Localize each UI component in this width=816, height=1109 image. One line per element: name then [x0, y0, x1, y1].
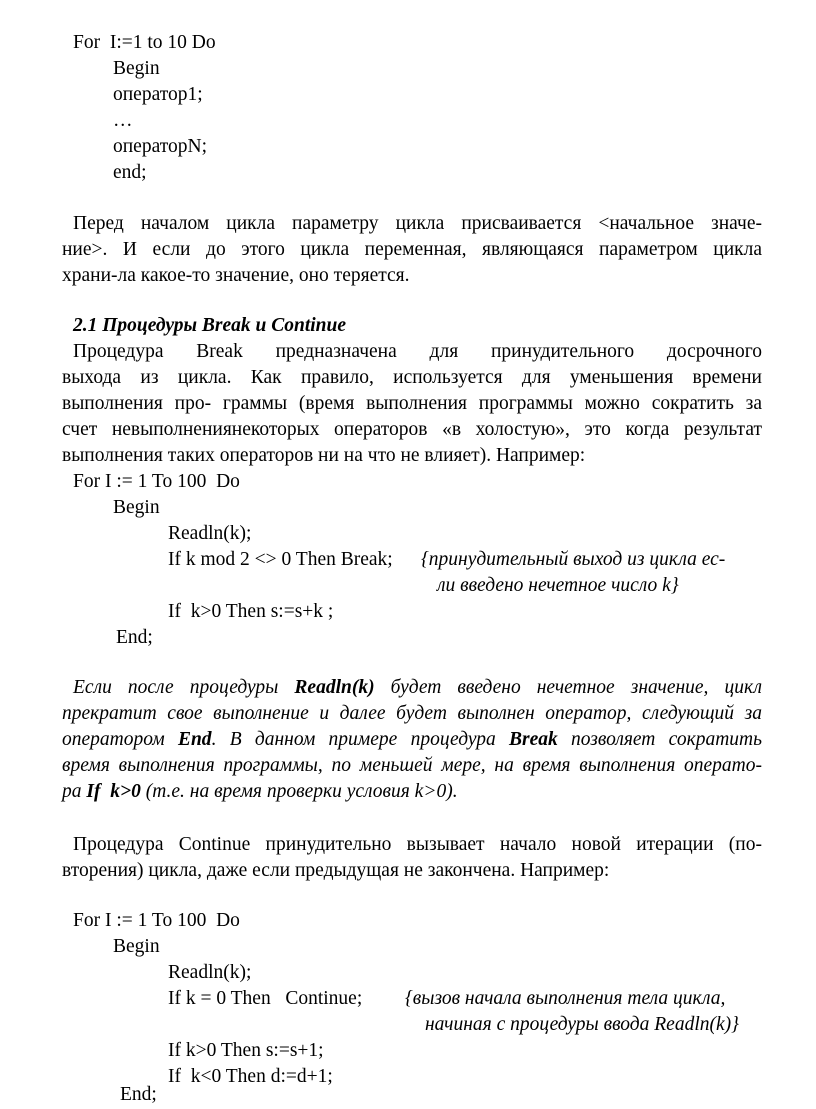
code-line: For I := 1 To 100 Do — [73, 471, 240, 492]
paragraph-line: вторения) цикла, даже если предыдущая не закончена. Например: — [62, 860, 610, 881]
code-line: End; — [120, 1084, 157, 1105]
paragraph-line: выполнения таких операторов ни на что не влияет). Например: — [62, 445, 586, 466]
code-comment: {принудительный выход из цикла ес- — [421, 549, 726, 570]
code-line: If k>0 Then s:=s+1; — [168, 1040, 324, 1061]
code-line: Begin — [113, 936, 160, 957]
paragraph-line: ние>. И если до этого цикла переменная, являющаяся параметром цикла — [62, 239, 762, 260]
code-line: Readln(k); — [168, 962, 252, 983]
code-line: If k = 0 Then Continue; — [168, 988, 363, 1009]
code-line: End; — [116, 627, 153, 648]
code-line: For I:=1 to 10 Do — [73, 32, 216, 53]
paragraph-line: Перед началом цикла параметру цикла присваивается <начальное значе- — [73, 213, 762, 234]
paragraph-line: выхода из цикла. Как правило, используется для уменьшения времени — [62, 367, 762, 388]
code-line: Begin — [113, 58, 160, 79]
code-line: операторN; — [113, 136, 208, 157]
paragraph-line: Процедура Break предназначена для принудительного досрочного — [73, 341, 762, 362]
paragraph-line: оператором End. В данном примере процедура Break позволяет сократить — [62, 729, 762, 750]
paragraph-line: выполнения про- граммы (время выполнения программы можно сократить за — [62, 393, 762, 414]
code-line: оператор1; — [113, 84, 203, 105]
code-line: Readln(k); — [168, 523, 252, 544]
code-comment: {вызов начала выполнения тела цикла, — [405, 988, 726, 1009]
paragraph-line: счет невыполнениянекоторых операторов «в холостую», это когда результат — [62, 419, 762, 440]
code-line: … — [113, 110, 133, 131]
paragraph-line: время выполнения программы, по меньшей мере, на время выполнения операто- — [62, 755, 762, 776]
code-line: If k<0 Then d:=d+1; — [168, 1066, 333, 1087]
code-comment: начиная с процедуры ввода Readln(k)} — [425, 1014, 739, 1035]
code-line: If k mod 2 <> 0 Then Break; — [168, 549, 393, 570]
paragraph-line: ра If k>0 (т.е. на время проверки условия k>0). — [62, 781, 458, 802]
code-line: Begin — [113, 497, 160, 518]
paragraph-line: Процедура Continue принудительно вызывает начало новой итерации (по- — [73, 834, 762, 855]
code-line: If k>0 Then s:=s+k ; — [168, 601, 334, 622]
paragraph-line: прекратит свое выполнение и далее будет выполнен оператор, следующий за — [62, 703, 762, 724]
code-comment: ли введено нечетное число k} — [437, 575, 679, 596]
code-line: end; — [113, 162, 147, 183]
paragraph-line: Если после процедуры Readln(k) будет введено нечетное значение, цикл — [73, 677, 762, 698]
section-heading: 2.1 Процедуры Break и Continue — [73, 315, 347, 336]
code-line: For I := 1 To 100 Do — [73, 910, 240, 931]
paragraph-line: храни-ла какое-то значение, оно теряется. — [62, 265, 410, 286]
